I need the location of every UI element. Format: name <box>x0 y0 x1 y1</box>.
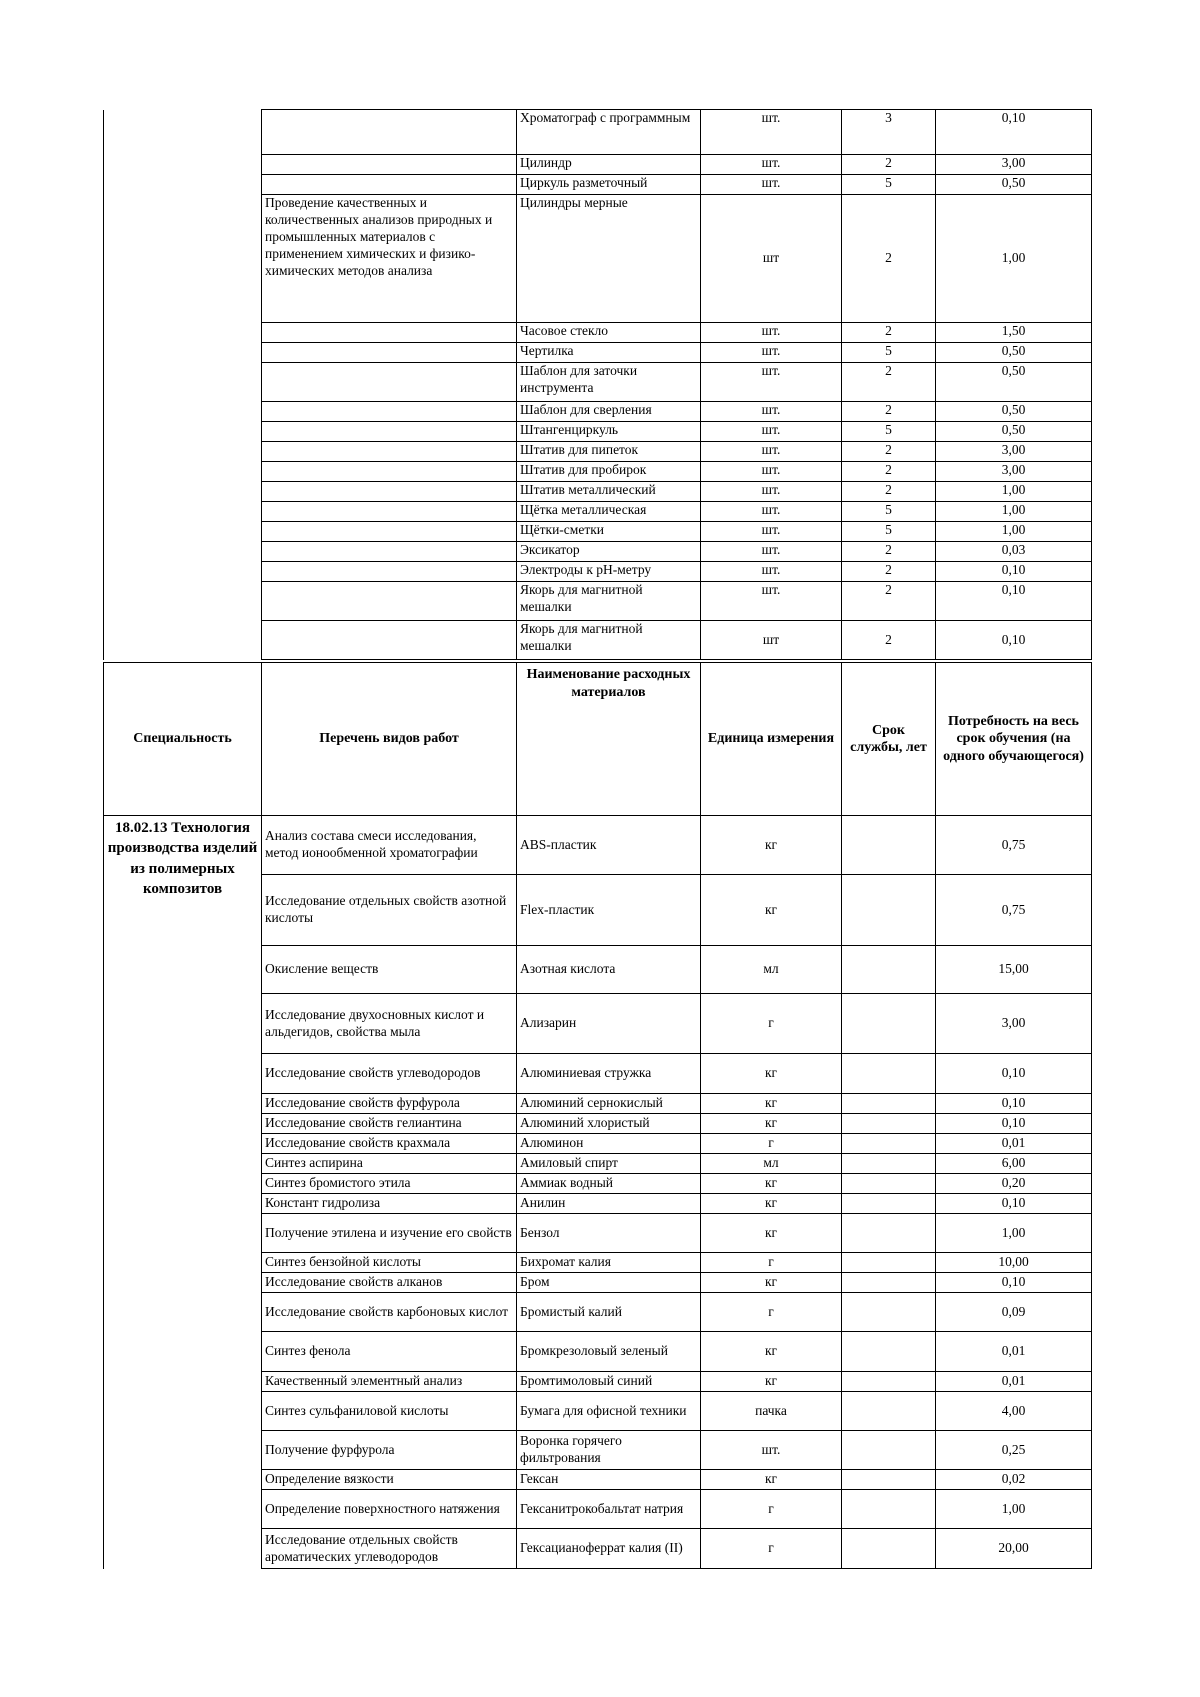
life-cell <box>842 1529 936 1569</box>
materials-header-row <box>104 663 1092 816</box>
life-cell <box>842 816 936 875</box>
need-cell: 0,75 <box>936 816 1092 875</box>
need-cell: 0,03 <box>936 542 1092 562</box>
work-cell <box>262 422 517 442</box>
need-cell: 0,50 <box>936 422 1092 442</box>
item-name-cell: Штатив для пипеток <box>517 442 701 462</box>
work-cell: Качественный элементный анализ <box>262 1372 517 1392</box>
unit-cell: г <box>701 1293 842 1332</box>
header-need: Потребность на весь срок обучения (на одного обучающегося) <box>936 663 1092 816</box>
work-cell <box>262 155 517 175</box>
need-cell: 0,50 <box>936 363 1092 402</box>
material-name-cell: Азотная кислота <box>517 946 701 994</box>
need-cell: 0,10 <box>936 562 1092 582</box>
unit-cell: шт. <box>701 110 842 155</box>
material-name-cell: Бромтимоловый синий <box>517 1372 701 1392</box>
unit-cell: пачка <box>701 1392 842 1431</box>
need-cell: 3,00 <box>936 462 1092 482</box>
material-name-cell: Воронка горячего фильтрования <box>517 1431 701 1470</box>
item-name-cell: Цилиндр <box>517 155 701 175</box>
item-name-cell: Якорь для магнитной мешалки <box>517 621 701 660</box>
unit-cell: кг <box>701 1054 842 1094</box>
life-cell <box>842 1174 936 1194</box>
unit-cell: шт. <box>701 343 842 363</box>
unit-cell: шт. <box>701 1431 842 1470</box>
material-name-cell: Бромистый калий <box>517 1293 701 1332</box>
material-name-cell: Бензол <box>517 1214 701 1253</box>
item-name-cell: Циркуль разметочный <box>517 175 701 195</box>
need-cell: 20,00 <box>936 1529 1092 1569</box>
life-cell <box>842 1214 936 1253</box>
unit-cell: кг <box>701 1372 842 1392</box>
item-name-cell: Шаблон для сверления <box>517 402 701 422</box>
work-cell: Синтез фенола <box>262 1332 517 1372</box>
need-cell: 0,01 <box>936 1332 1092 1372</box>
life-cell: 2 <box>842 442 936 462</box>
unit-cell: шт. <box>701 442 842 462</box>
need-cell: 0,10 <box>936 1194 1092 1214</box>
need-cell: 0,01 <box>936 1134 1092 1154</box>
item-name-cell: Штангенциркуль <box>517 422 701 442</box>
work-cell: Исследование отдельных свойств ароматических углеводородов <box>262 1529 517 1569</box>
need-cell: 0,10 <box>936 1273 1092 1293</box>
need-cell: 15,00 <box>936 946 1092 994</box>
unit-cell: шт <box>701 621 842 660</box>
unit-cell: кг <box>701 1194 842 1214</box>
life-cell: 5 <box>842 522 936 542</box>
material-name-cell: Бром <box>517 1273 701 1293</box>
unit-cell: шт. <box>701 462 842 482</box>
need-cell: 1,00 <box>936 195 1092 323</box>
unit-cell: шт. <box>701 562 842 582</box>
unit-cell: кг <box>701 1273 842 1293</box>
work-cell: Исследование двухосновных кислот и альдегидов, свойства мыла <box>262 994 517 1054</box>
item-name-cell: Эксикатор <box>517 542 701 562</box>
life-cell: 2 <box>842 195 936 323</box>
unit-cell: кг <box>701 816 842 875</box>
need-cell: 0,01 <box>936 1372 1092 1392</box>
material-name-cell: Анилин <box>517 1194 701 1214</box>
work-cell: Исследование свойств углеводородов <box>262 1054 517 1094</box>
header-specialty: Специальность <box>104 663 262 816</box>
item-name-cell: Чертилка <box>517 343 701 363</box>
work-cell: Исследование отдельных свойств азотной кислоты <box>262 875 517 946</box>
life-cell: 3 <box>842 110 936 155</box>
work-cell: Синтез бромистого этила <box>262 1174 517 1194</box>
life-cell <box>842 1054 936 1094</box>
material-name-cell: Бромкрезоловый зеленый <box>517 1332 701 1372</box>
work-cell <box>262 482 517 502</box>
life-cell <box>842 1094 936 1114</box>
specialty-cell <box>104 110 262 660</box>
item-name-cell: Штатив металлический <box>517 482 701 502</box>
work-cell: Констант гидролиза <box>262 1194 517 1214</box>
material-name-cell: ABS-пластик <box>517 816 701 875</box>
life-cell <box>842 1134 936 1154</box>
unit-cell: кг <box>701 1094 842 1114</box>
life-cell: 5 <box>842 175 936 195</box>
work-cell: Исследование свойств крахмала <box>262 1134 517 1154</box>
work-cell <box>262 343 517 363</box>
work-cell: Определение вязкости <box>262 1470 517 1490</box>
work-cell <box>262 502 517 522</box>
life-cell <box>842 1332 936 1372</box>
work-cell <box>262 462 517 482</box>
unit-cell: шт. <box>701 323 842 343</box>
life-cell: 5 <box>842 343 936 363</box>
need-cell: 0,10 <box>936 1054 1092 1094</box>
header-life: Срок службы, лет <box>842 663 936 816</box>
material-name-cell: Алюминиевая стружка <box>517 1054 701 1094</box>
specialty-name-cell: 18.02.13 Технология производства изделий из полимерных композитов <box>104 816 262 1569</box>
unit-cell: шт. <box>701 422 842 442</box>
material-name-cell: Бумага для офисной техники <box>517 1392 701 1431</box>
need-cell: 0,10 <box>936 1094 1092 1114</box>
unit-cell: г <box>701 994 842 1054</box>
work-cell: Исследование свойств фурфурола <box>262 1094 517 1114</box>
work-cell: Определение поверхностного натяжения <box>262 1490 517 1529</box>
work-cell <box>262 522 517 542</box>
work-cell: Окисление веществ <box>262 946 517 994</box>
unit-cell: кг <box>701 1174 842 1194</box>
life-cell <box>842 1470 936 1490</box>
life-cell <box>842 1293 936 1332</box>
need-cell: 0,10 <box>936 110 1092 155</box>
unit-cell: г <box>701 1134 842 1154</box>
work-cell: Синтез аспирина <box>262 1154 517 1174</box>
work-cell: Исследование свойств карбоновых кислот <box>262 1293 517 1332</box>
header-works: Перечень видов работ <box>262 663 517 816</box>
life-cell <box>842 1114 936 1134</box>
need-cell: 1,50 <box>936 323 1092 343</box>
equipment-table <box>103 109 1092 660</box>
unit-cell: шт. <box>701 363 842 402</box>
life-cell: 2 <box>842 323 936 343</box>
unit-cell: кг <box>701 1214 842 1253</box>
unit-cell: мл <box>701 1154 842 1174</box>
work-cell: Исследование свойств алканов <box>262 1273 517 1293</box>
unit-cell: кг <box>701 1470 842 1490</box>
life-cell: 2 <box>842 582 936 621</box>
need-cell: 0,02 <box>936 1470 1092 1490</box>
life-cell <box>842 875 936 946</box>
life-cell: 2 <box>842 542 936 562</box>
item-name-cell: Электроды к pH-метру <box>517 562 701 582</box>
need-cell: 0,75 <box>936 875 1092 946</box>
unit-cell: кг <box>701 875 842 946</box>
work-cell: Исследование свойств гелиантина <box>262 1114 517 1134</box>
unit-cell: кг <box>701 1332 842 1372</box>
unit-cell: шт. <box>701 542 842 562</box>
item-name-cell: Щётка металлическая <box>517 502 701 522</box>
work-cell <box>262 562 517 582</box>
unit-cell: шт. <box>701 402 842 422</box>
work-cell <box>262 110 517 155</box>
unit-cell: кг <box>701 1114 842 1134</box>
material-name-cell: Гексан <box>517 1470 701 1490</box>
life-cell <box>842 1194 936 1214</box>
work-cell <box>262 582 517 621</box>
need-cell: 4,00 <box>936 1392 1092 1431</box>
life-cell: 2 <box>842 562 936 582</box>
item-name-cell: Цилиндры мерные <box>517 195 701 323</box>
unit-cell: шт. <box>701 522 842 542</box>
material-name-cell: Гексанитрокобальтат натрия <box>517 1490 701 1529</box>
material-name-cell: Гексацианоферрат калия (II) <box>517 1529 701 1569</box>
life-cell: 2 <box>842 482 936 502</box>
unit-cell: шт <box>701 195 842 323</box>
need-cell: 3,00 <box>936 442 1092 462</box>
work-cell <box>262 175 517 195</box>
life-cell <box>842 1273 936 1293</box>
unit-cell: шт. <box>701 482 842 502</box>
life-cell: 2 <box>842 155 936 175</box>
need-cell: 0,25 <box>936 1431 1092 1470</box>
life-cell <box>842 1392 936 1431</box>
need-cell: 0,10 <box>936 582 1092 621</box>
material-name-cell: Flex-пластик <box>517 875 701 946</box>
life-cell: 5 <box>842 502 936 522</box>
material-name-cell: Ализарин <box>517 994 701 1054</box>
material-name-cell: Алюминий сернокислый <box>517 1094 701 1114</box>
unit-cell: шт. <box>701 502 842 522</box>
item-name-cell: Часовое стекло <box>517 323 701 343</box>
material-name-cell: Бихромат калия <box>517 1253 701 1273</box>
unit-cell: г <box>701 1529 842 1569</box>
materials-table <box>103 662 1092 1569</box>
work-cell <box>262 402 517 422</box>
need-cell: 6,00 <box>936 1154 1092 1174</box>
life-cell: 5 <box>842 422 936 442</box>
need-cell: 3,00 <box>936 994 1092 1054</box>
life-cell <box>842 1372 936 1392</box>
life-cell <box>842 946 936 994</box>
work-cell <box>262 323 517 343</box>
unit-cell: г <box>701 1490 842 1529</box>
work-cell <box>262 621 517 660</box>
item-name-cell: Щётки-сметки <box>517 522 701 542</box>
work-cell: Получение этилена и изучение его свойств <box>262 1214 517 1253</box>
life-cell: 2 <box>842 363 936 402</box>
work-cell: Анализ состава смеси исследования, метод ионообменной хроматографии <box>262 816 517 875</box>
table-row <box>104 816 1092 875</box>
need-cell: 1,00 <box>936 522 1092 542</box>
need-cell: 0,50 <box>936 175 1092 195</box>
need-cell: 1,00 <box>936 502 1092 522</box>
life-cell <box>842 1490 936 1529</box>
table-row <box>104 110 1092 155</box>
item-name-cell: Якорь для магнитной мешалки <box>517 582 701 621</box>
work-cell: Получение фурфурола <box>262 1431 517 1470</box>
life-cell: 2 <box>842 621 936 660</box>
need-cell: 0,50 <box>936 402 1092 422</box>
unit-cell: шт. <box>701 582 842 621</box>
work-cell: Синтез бензойной кислоты <box>262 1253 517 1273</box>
header-unit: Единица измерения <box>701 663 842 816</box>
work-cell <box>262 542 517 562</box>
item-name-cell: Хроматограф с программным <box>517 110 701 155</box>
unit-cell: мл <box>701 946 842 994</box>
item-name-cell: Шаблон для заточки инструмента <box>517 363 701 402</box>
need-cell: 0,20 <box>936 1174 1092 1194</box>
unit-cell: шт. <box>701 175 842 195</box>
need-cell: 3,00 <box>936 155 1092 175</box>
material-name-cell: Алюминон <box>517 1134 701 1154</box>
life-cell <box>842 1253 936 1273</box>
life-cell: 2 <box>842 402 936 422</box>
need-cell: 1,00 <box>936 1490 1092 1529</box>
work-cell: Проведение качественных и количественных анализов природных и промышленных материалов с применением химических и физико-химических методов анализа <box>262 195 517 323</box>
life-cell: 2 <box>842 462 936 482</box>
need-cell: 0,50 <box>936 343 1092 363</box>
need-cell: 0,09 <box>936 1293 1092 1332</box>
work-cell <box>262 442 517 462</box>
item-name-cell: Штатив для пробирок <box>517 462 701 482</box>
life-cell <box>842 1431 936 1470</box>
work-cell <box>262 363 517 402</box>
material-name-cell: Амиловый спирт <box>517 1154 701 1174</box>
need-cell: 10,00 <box>936 1253 1092 1273</box>
material-name-cell: Аммиак водный <box>517 1174 701 1194</box>
work-cell: Синтез сульфаниловой кислоты <box>262 1392 517 1431</box>
life-cell <box>842 1154 936 1174</box>
need-cell: 0,10 <box>936 621 1092 660</box>
need-cell: 1,00 <box>936 482 1092 502</box>
material-name-cell: Алюминий хлористый <box>517 1114 701 1134</box>
unit-cell: шт. <box>701 155 842 175</box>
life-cell <box>842 994 936 1054</box>
need-cell: 1,00 <box>936 1214 1092 1253</box>
need-cell: 0,10 <box>936 1114 1092 1134</box>
unit-cell: г <box>701 1253 842 1273</box>
header-materials: Наименование расходных материалов <box>517 663 701 816</box>
